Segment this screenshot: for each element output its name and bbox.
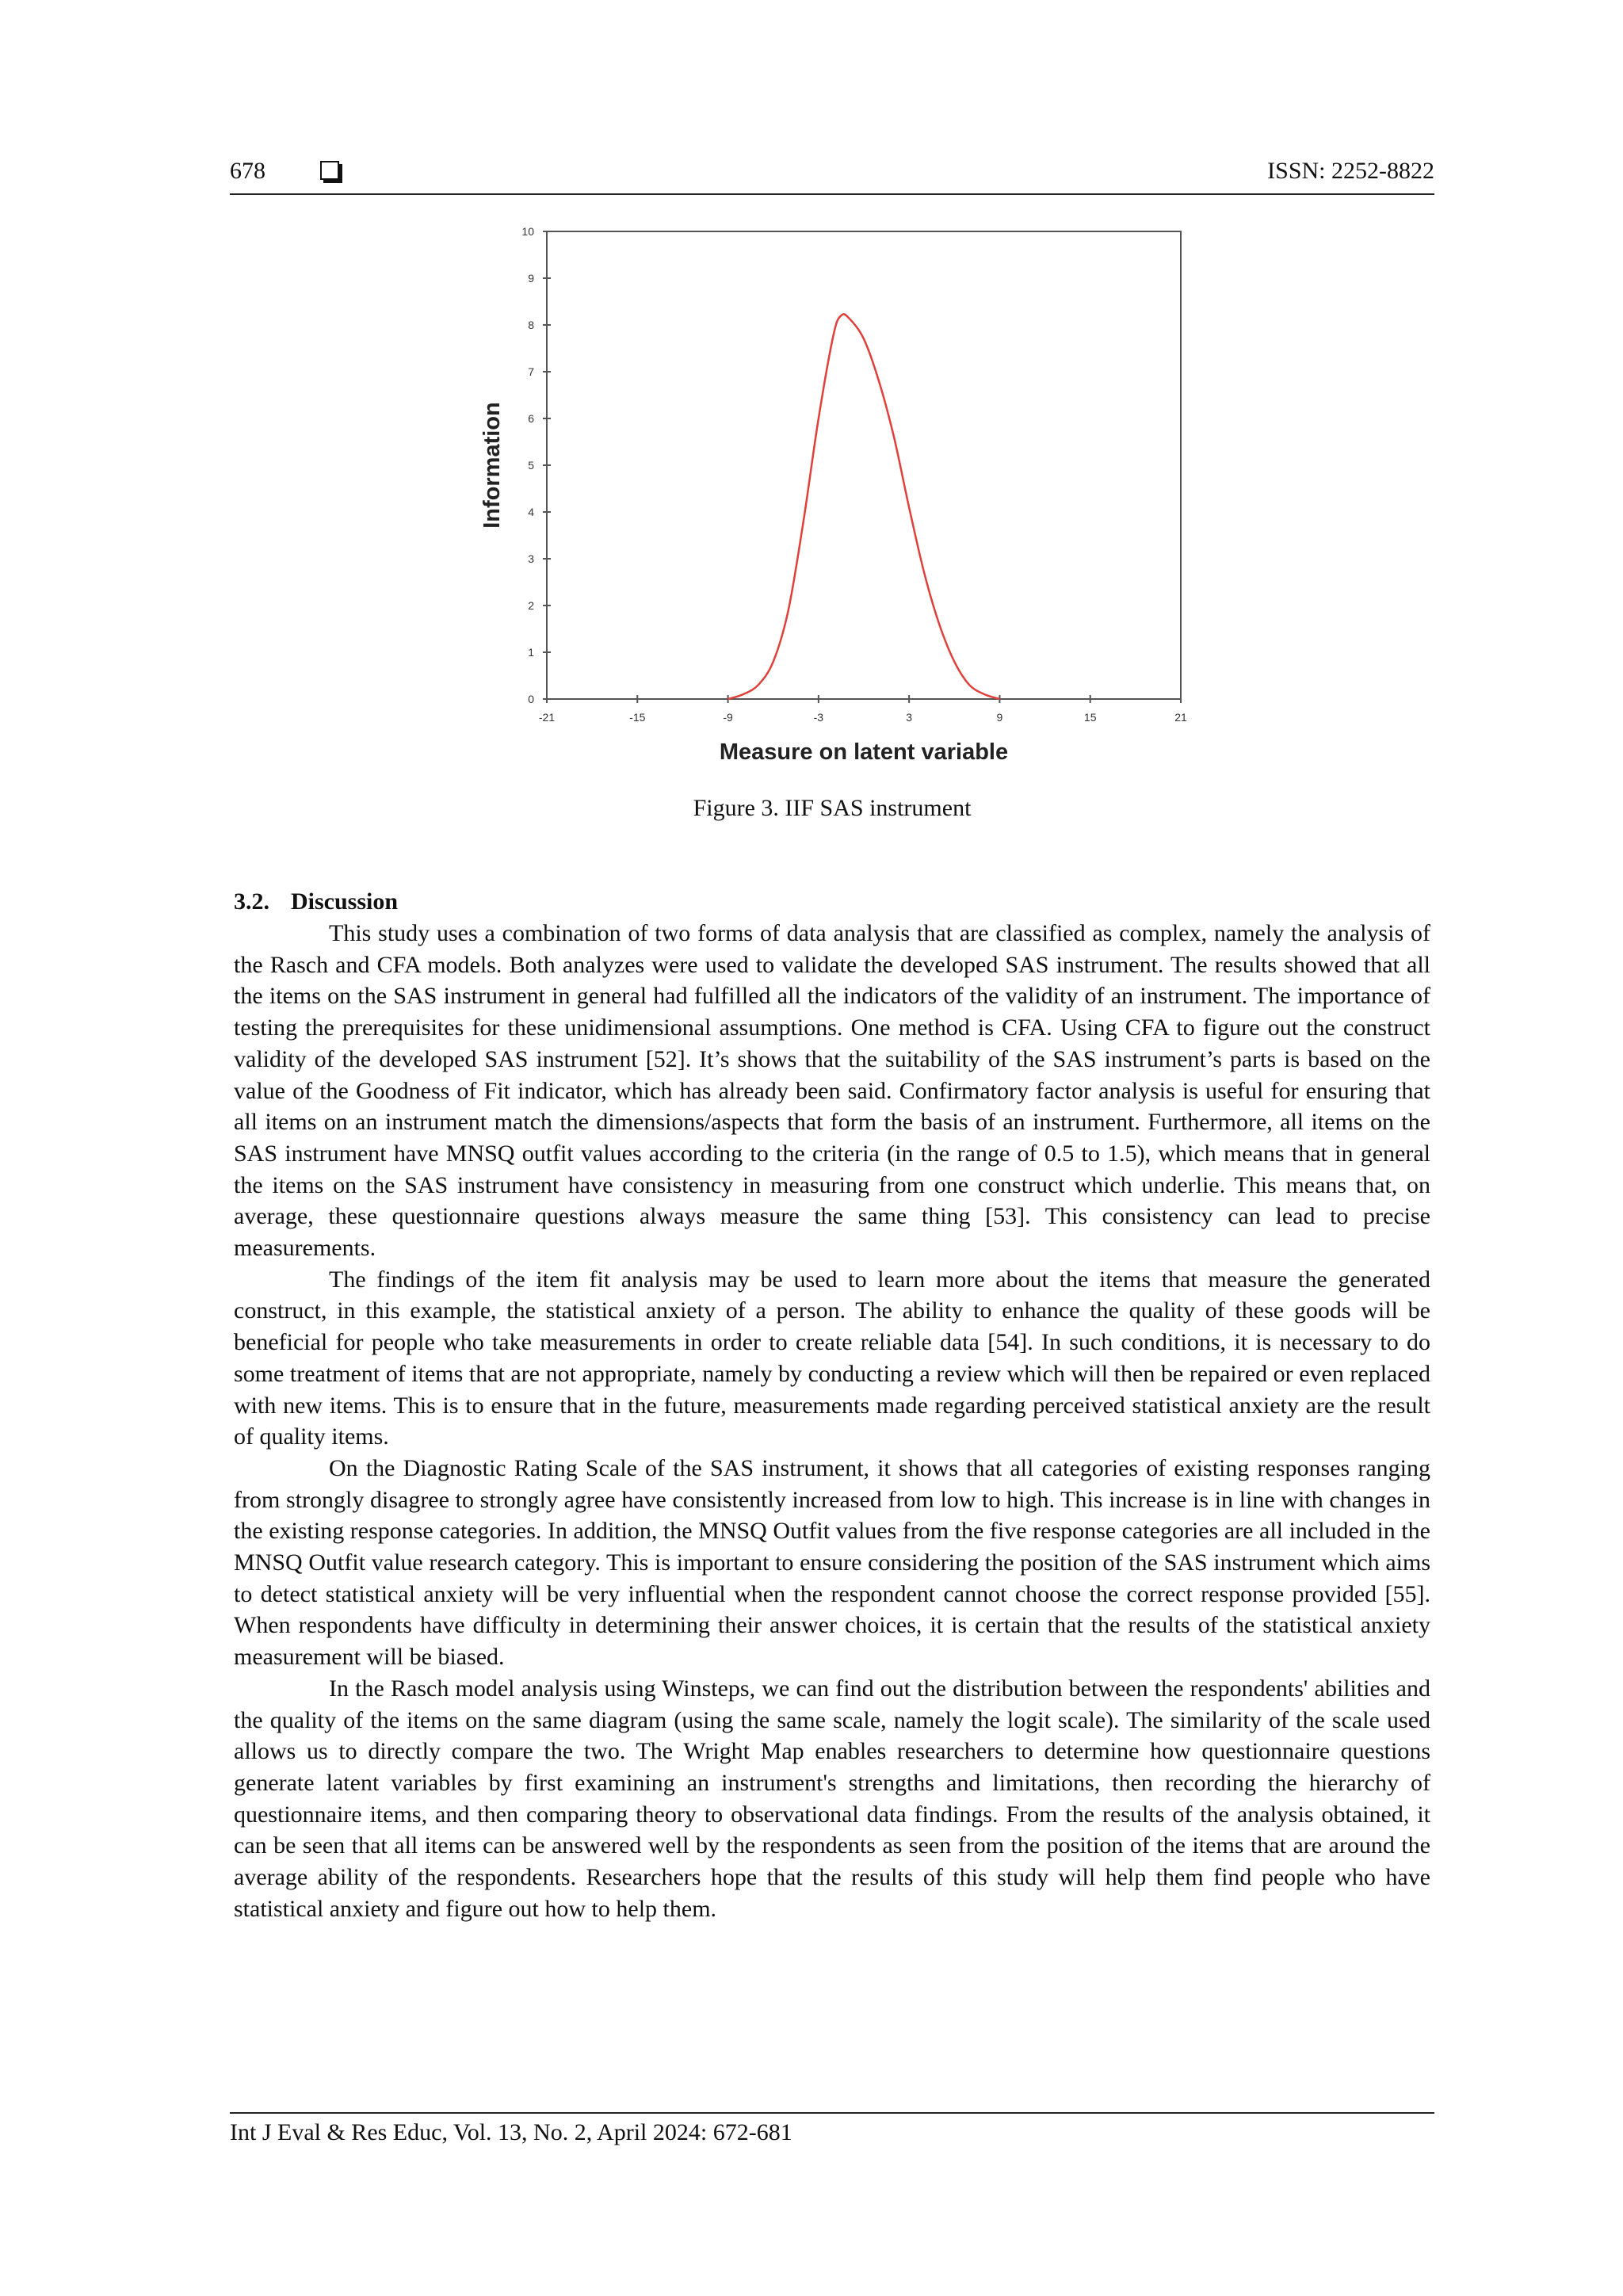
journal-citation: Int J Eval & Res Educ, Vol. 13, No. 2, April 2024: 672-681: [230, 2119, 792, 2145]
y-tick-label: 2: [528, 599, 534, 612]
x-tick-label: -21: [538, 711, 556, 724]
body-text: [234, 918, 1430, 1925]
section-title: Discussion: [291, 888, 399, 915]
x-tick-label: -15: [629, 711, 646, 724]
page-header: [230, 155, 1434, 195]
y-tick-label: 1: [528, 646, 534, 659]
paragraph: In the Rasch model analysis using Winsteps, we can find out the distribution between the respondents' abilities and the quality of the items on the same diagram (using the same scale, namely the logit scale). The similarity of the scale used allows us to directly compare the two. The Wright Map enables researchers to determine how questionnaire questions generate latent variables by first examining an instrument's strengths and limitations, then recording the hierarchy of questionnaire items, and then comparing theory to observational data findings. From the results of the analysis obtained, it can be seen that all items can be answered well by the respondents as seen from the position of the items that are around the average ability of the respondents. Researchers hope that the results of this study will help them find people who have statistical anxiety and figure out how to help them.: [234, 1675, 1430, 1922]
y-axis-label: Information: [479, 402, 505, 529]
y-tick-label: 7: [528, 365, 534, 378]
information-curve: [728, 314, 1000, 699]
x-tick-label: 15: [1083, 711, 1097, 724]
y-tick-label: 8: [528, 319, 534, 331]
x-tick-label: 21: [1174, 711, 1187, 724]
y-tick-label: 6: [528, 412, 534, 425]
issn-label: ISSN: 2252-8822: [1267, 158, 1434, 184]
y-tick-label: 10: [521, 225, 534, 238]
figure-caption: Figure 3. IIF SAS instrument: [693, 795, 972, 821]
x-axis-label: Measure on latent variable: [719, 739, 1009, 765]
y-tick-label: 4: [528, 506, 534, 518]
section-heading: [234, 886, 398, 918]
y-tick-label: 0: [528, 693, 534, 705]
ballot-box-icon: [320, 161, 339, 180]
y-tick-label: 3: [528, 552, 534, 565]
x-tick-label: 9: [996, 711, 1003, 724]
paragraph: On the Diagnostic Rating Scale of the SAS instrument, it shows that all categories of existing responses ranging from strongly disagree to strongly agree have consistently increased from low to high. This increase is in line with changes in the existing response categories. In addition, the MNSQ Outfit values from the five response categories are all included in the MNSQ Outfit value research category. This is important to ensure considering the position of the SAS instrument which aims to detect statistical anxiety will be very influential when the respondent cannot choose the correct response provided [55]. When respondents have difficulty in determining their answer choices, it is certain that the results of the statistical anxiety measurement will be biased.: [234, 1454, 1430, 1671]
iif-chart: [468, 214, 1212, 769]
section-number: 3.2.: [234, 888, 269, 915]
x-tick-label: -3: [813, 711, 824, 724]
paragraph: This study uses a combination of two forms of data analysis that are classified as complex, namely the analysis of the Rasch and CFA models. Both analyzes were used to validate the developed SAS instrument. The results showed that all the items on the SAS instrument in general had fulfilled all the indicators of the validity of an instrument. The importance of testing the prerequisites for these unidimensional assumptions. One method is CFA. Using CFA to figure out the construct validity of the developed SAS instrument [52]. It’s shows that the suitability of the SAS instrument’s parts is based on the value of the Goodness of Fit indicator, which has already been said. Confirmatory factor analysis is useful for ensuring that all items on an instrument match the dimensions/aspects that form the basis of an instrument. Furthermore, all items on the SAS instrument have MNSQ outfit values according to the criteria (in the range of 0.5 to 1.5), which means that in general the items on the SAS instrument have consistency in measuring from one construct which underlie. This means that, on average, these questionnaire questions always measure the same thing [53]. This consistency can lead to precise measurements.: [234, 920, 1430, 1262]
page-number: 678: [230, 158, 265, 184]
y-tick-label: 9: [528, 272, 534, 285]
plot-frame: [547, 231, 1181, 699]
page-footer: [230, 2112, 1434, 2149]
x-tick-label: 3: [906, 711, 913, 724]
paragraph: The findings of the item fit analysis may be used to learn more about the items that measure the generated construct, in this example, the statistical anxiety of a person. The ability to enhance the quality of these goods will be beneficial for people who take measurements in order to create reliable data [54]. In such conditions, it is necessary to do some treatment of items that are not appropriate, namely by conducting a review which will then be repaired or even replaced with new items. This is to ensure that in the future, measurements made regarding perceived statistical anxiety are the result of quality items.: [234, 1266, 1430, 1450]
y-tick-label: 5: [528, 459, 534, 472]
x-tick-label: -9: [723, 711, 733, 724]
